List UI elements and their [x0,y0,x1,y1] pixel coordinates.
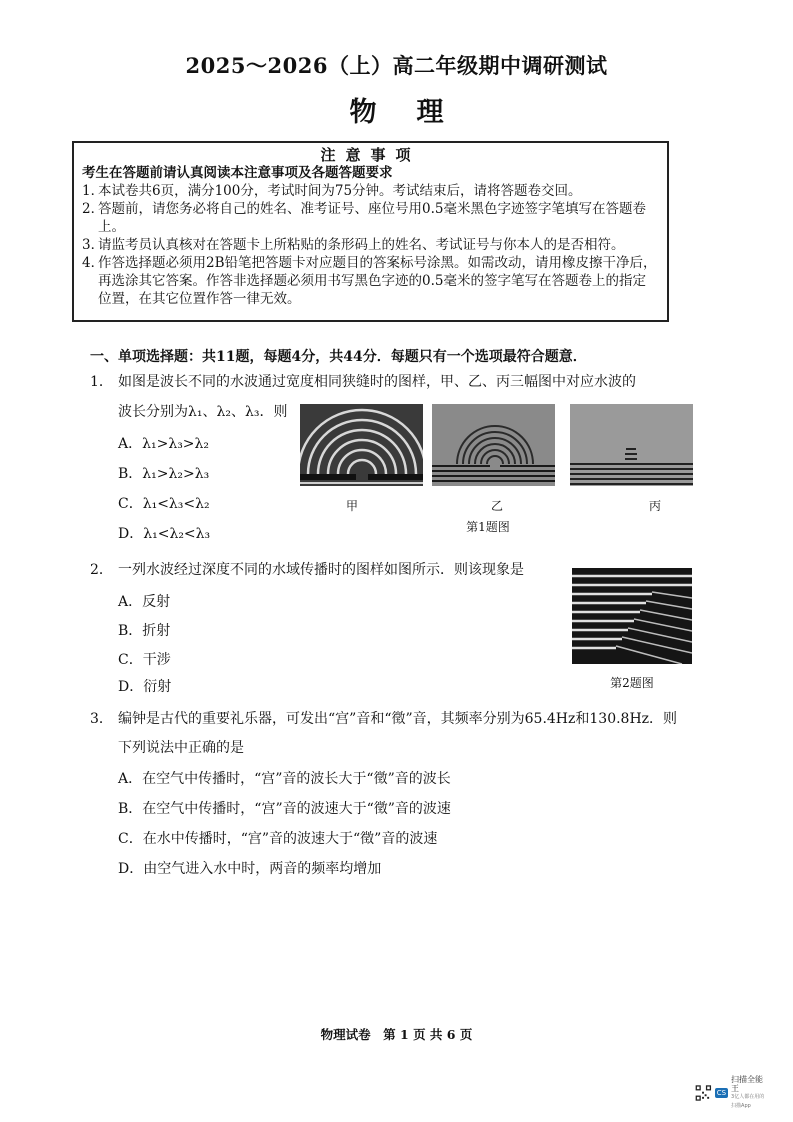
q3-stem-line2: 下列说法中正确的是 [118,740,244,756]
notice-item [82,254,659,308]
scanner-badge: CS [716,1089,727,1097]
notice-item-num: 4． [82,255,105,271]
q3-option-a: A．在空气中传播时，“宫”音的波长大于“徵”音的波长 [118,771,451,787]
q2-number: 2． [90,562,113,578]
q1-number: 1． [90,374,113,390]
q1-option-d: D．λ₁<λ₂<λ₃ [118,526,211,542]
scanner-watermark [695,1075,765,1109]
q1-figure-label-yi: 乙 [490,499,503,513]
q1-option-c: C．λ₁<λ₃<λ₂ [118,496,210,512]
notice-item [82,236,659,254]
section-heading: 一、单项选择题：共11题，每题4分，共44分．每题只有一个选项最符合题意． [90,349,587,365]
q3-option-b: B．在空气中传播时，“宫”音的波速大于“徵”音的波速 [118,801,451,817]
q1-figure-label-bing: 丙 [648,499,661,513]
q3-option-d: D．由空气进入水中时，两音的频率均增加 [118,861,382,877]
q3-stem-text: 编钟是古代的重要礼乐器，可发出“宫”音和“徵”音，其频率分别为65.4Hz和130.8Hz．则 [118,711,678,727]
q2-figure [572,568,692,664]
notice-item-text: 请监考员认真核对在答题卡上所粘贴的条形码上的姓名、考试证号与你本人的是否相符。 [98,237,625,253]
q1-option-b: B．λ₁>λ₂>λ₃ [118,466,210,482]
qr-code-icon [695,1080,712,1106]
notice-item [82,200,659,236]
scanner-name: 扫描全能王 [731,1075,764,1093]
notice-item-text: 答题前，请您务必将自己的姓名、准考证号、座位号用0.5毫米黑色字迹签字笔填写在答题卷上。 [98,201,646,235]
notice-item-num: 3． [82,237,105,253]
q3-stem-line1 [90,709,710,729]
q2-figure-caption: 第2题图 [610,676,654,690]
q1-figure-caption: 第1题图 [466,520,510,534]
q1-figure-jia [300,404,423,486]
notice-intro: 考生在答题前请认真阅读本注意事项及各题答题要求 [82,165,393,181]
q2-option-d: D．衍射 [118,679,172,695]
q2-option-b: B．折射 [118,623,171,639]
page-footer: 物理试卷 第 1 页 共 6 页 [320,1027,473,1042]
notice-item-text: 作答选择题必须用2B铅笔把答题卡对应题目的答案标号涂黑。如需改动，请用橡皮擦干净后，再选涂其它答案。作答非选择题必须用书写黑色字迹的0.5毫米的签字笔写在答题卷上的指定位置，在其它位置作答一律无效。 [98,255,657,307]
notice-item-num: 2． [82,201,105,217]
q1-figure-yi [432,404,555,486]
scanner-text [731,1075,765,1111]
q2-option-c: C．干涉 [118,652,171,668]
notice-title: 注意事项 [320,146,421,164]
q2-stem-text: 一列水波经过深度不同的水域传播时的图样如图所示．则该现象是 [118,562,524,578]
q1-stem-line2: 波长分别为λ₁、λ₂、λ₃．则 [118,404,288,420]
scanner-slogan: 3亿人都在用的扫描App [731,1094,765,1109]
q1-option-a: A．λ₁>λ₃>λ₂ [118,436,210,452]
q1-figure-label-jia: 甲 [345,499,358,513]
q3-number: 3． [90,711,113,727]
notice-item-text: 本试卷共6页，满分100分，考试时间为75分钟。考试结束后，请将答题卷交回。 [98,183,582,199]
notice-item [82,182,659,200]
exam-title: 2025～2026（上）高二年级期中调研测试 [185,53,608,78]
q2-stem [90,560,560,580]
notice-item-num: 1． [82,183,105,199]
q1-figure-bing [570,404,693,486]
notice-box [72,141,669,322]
q1-stem-line1 [90,372,700,392]
subject-title: 物理 [349,97,484,128]
q3-option-c: C．在水中传播时，“宫”音的波速大于“徵”音的波速 [118,831,438,847]
q1-stem-text: 如图是波长不同的水波通过宽度相同狭缝时的图样，甲、乙、丙三幅图中对应水波的 [118,374,636,390]
q2-option-a: A．反射 [118,594,171,610]
